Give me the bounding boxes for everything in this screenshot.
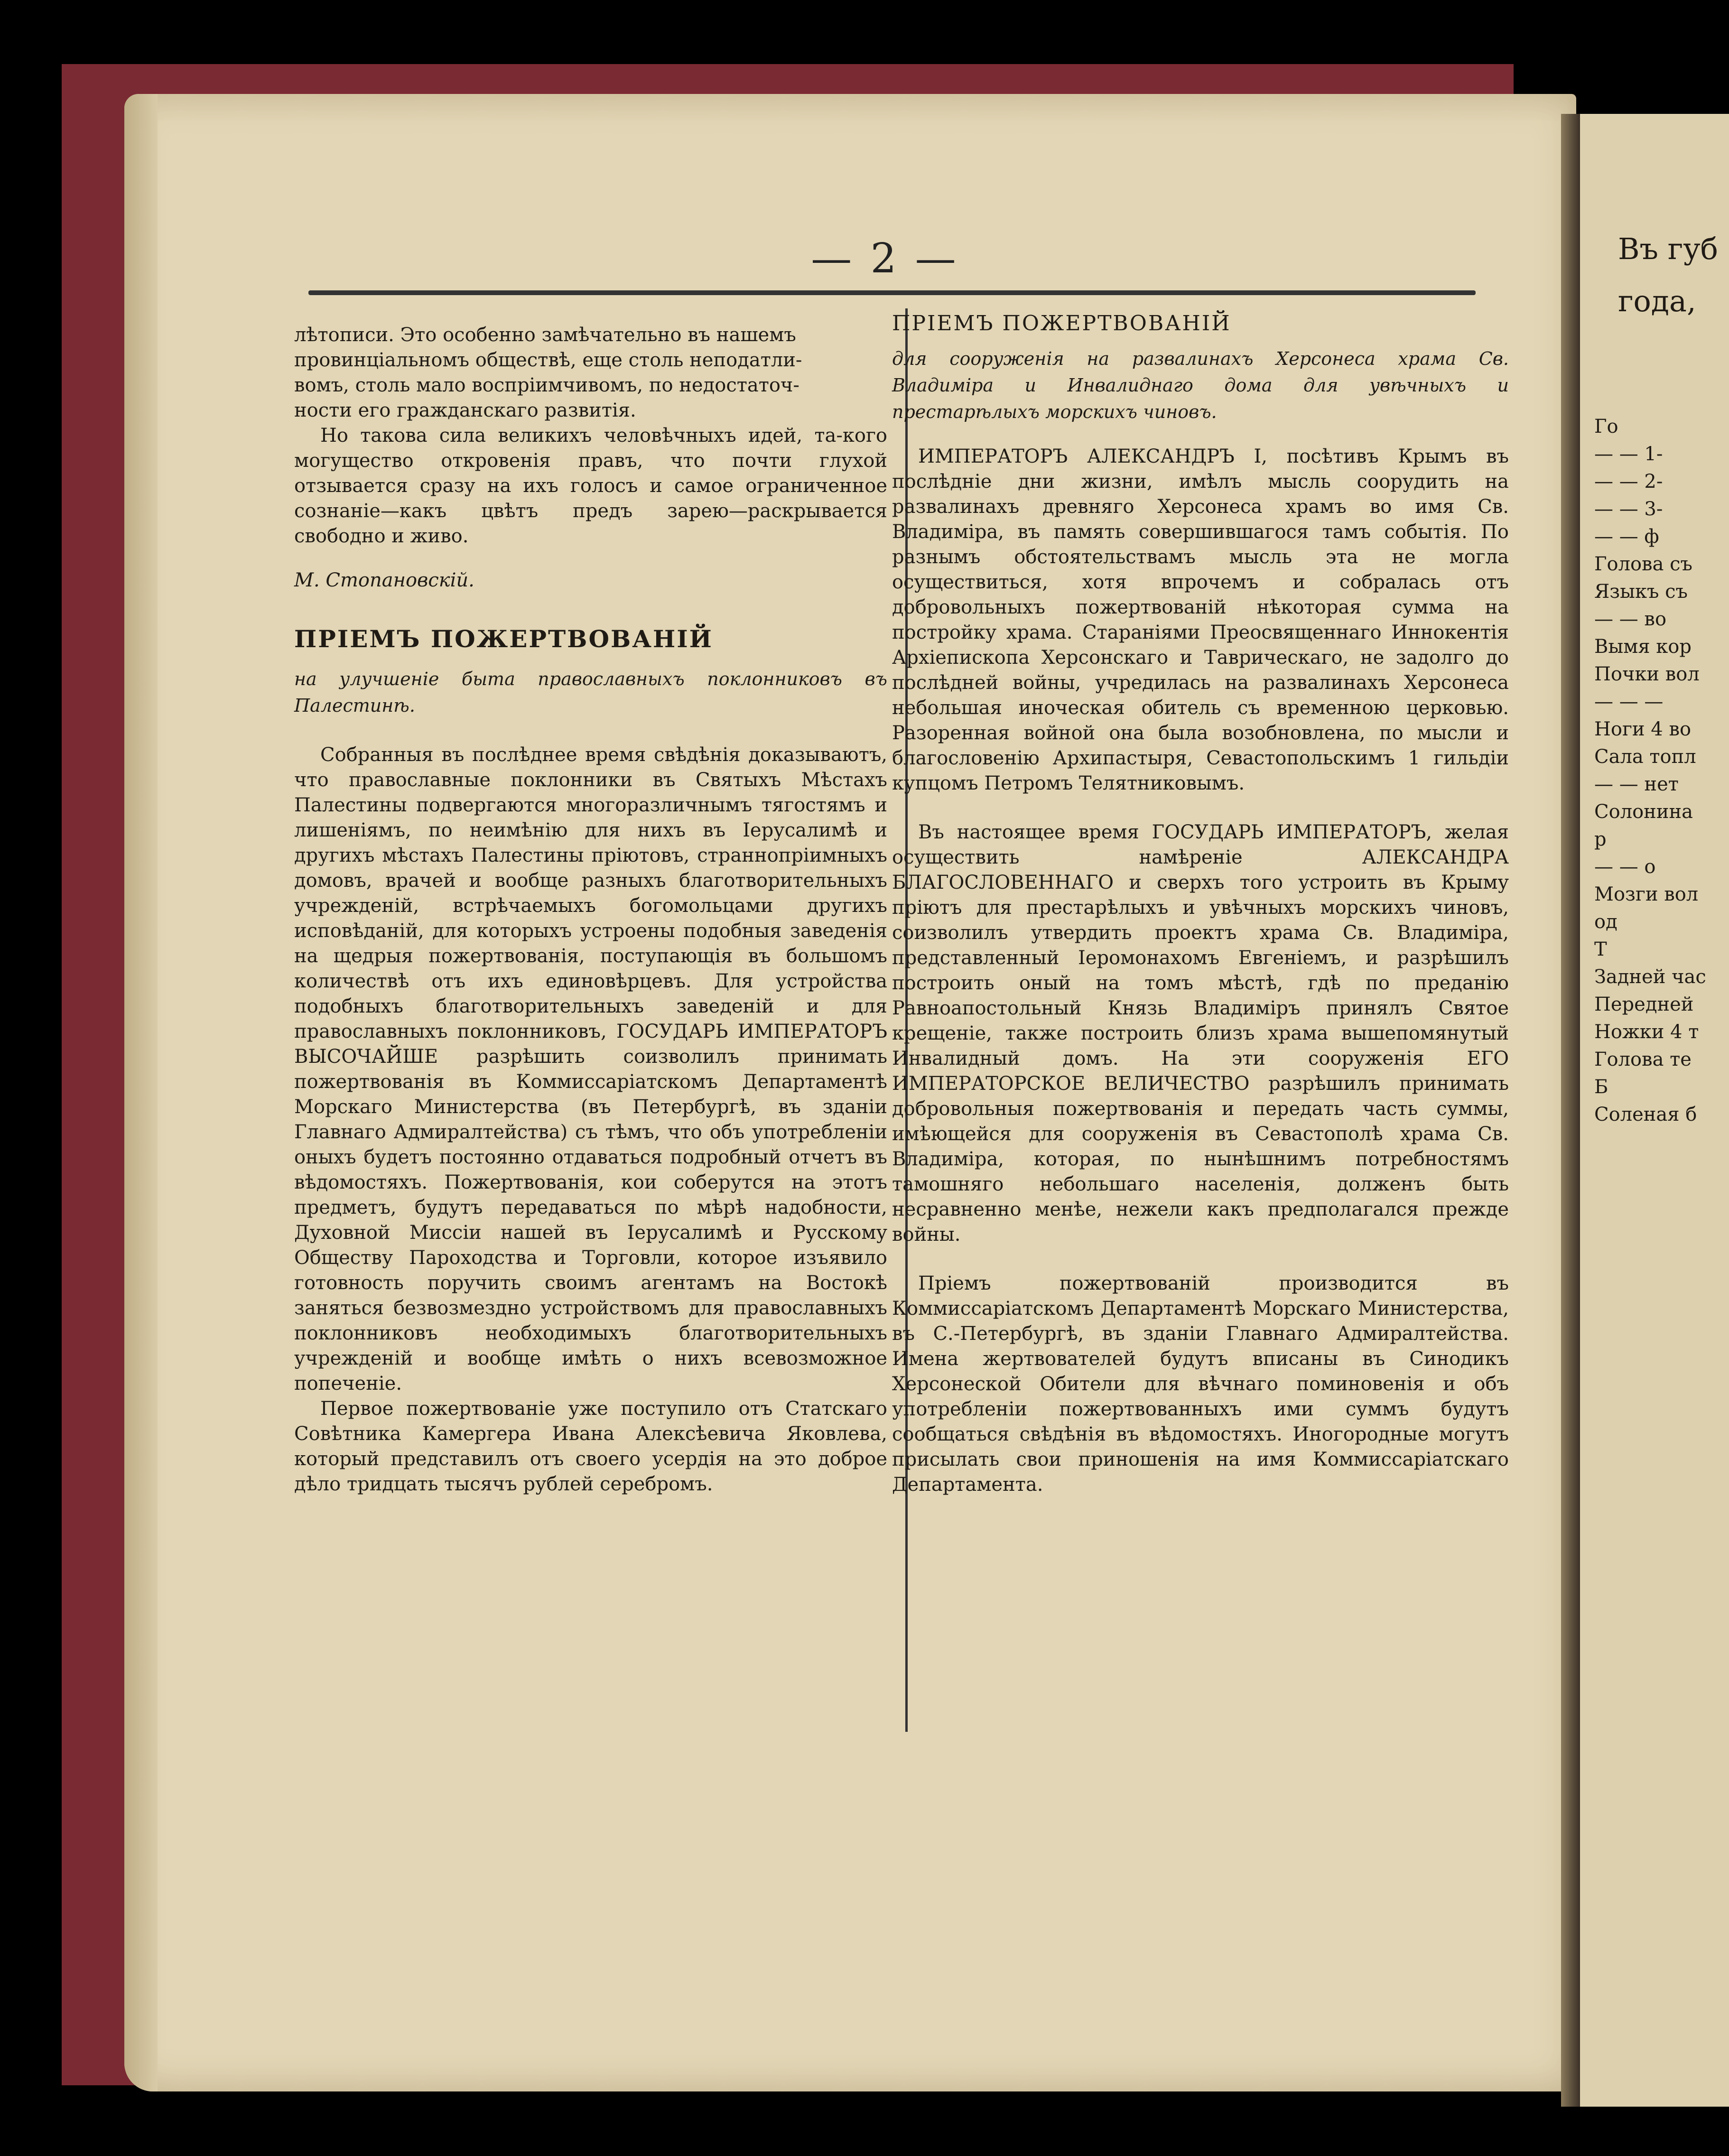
- right-page-line: — — —: [1594, 691, 1664, 713]
- paragraph-ideas: Но такова сила великихъ человѣчныхъ идей, та-кого могущество откровенія правъ, что почти глухой отзывается сразу на ихъ голосъ и самое ограниченное сознаніе—какъ цвѣтъ предъ зарею—раскрывается свободно и живо.: [294, 425, 887, 547]
- article-subheading-palestine: на улучшеніе быта православныхъ поклонниковъ въ Палестинѣ.: [294, 669, 887, 716]
- right-page-line: Голова съ: [1594, 553, 1692, 575]
- right-page-line: — — во: [1594, 608, 1667, 630]
- right-page-line: Почки вол: [1594, 663, 1700, 685]
- article-heading-chersonesus: ПРІЕМЪ ПОЖЕРТВОВАНІЙ: [892, 311, 1231, 335]
- article-body-palestine: Собранныя въ послѣднее время свѣдѣнія доказываютъ, что православные поклонники въ Святыхъ Мѣстахъ Палестины подвергаются многоразличнымъ тягостямъ и лишеніямъ, по неимѣнію для нихъ въ Іерусалимѣ и другихъ мѣстахъ Палестины пріютовъ, страннопріимныхъ домовъ, врачей и вообще разныхъ благотворительныхъ учрежденій, встрѣчаемыхъ богомольцами другихъ исповѣданій, для которыхъ устроены подобныя заведенія на щедрыя пожертвованія, поступающія въ большомъ количествѣ отъ ихъ единовѣрцевъ. Для устройства подобныхъ благотворительныхъ заведеній и для православныхъ поклонниковъ, ГОСУДАРЬ ИМПЕРАТОРЪ ВЫСОЧАЙШЕ разрѣшить соизволилъ принимать пожертвованія въ Коммиссаріатскомъ Департаментѣ Морскаго Министерства (въ Петербургѣ, въ зданіи Главнаго Адмиралтейства) съ тѣмъ, что объ употребленіи оныхъ будетъ постоянно отдаваться подробный отчетъ въ вѣдомостяхъ. Пожертвованія, кои соберутся на этотъ предметъ, будутъ передаваться по мѣрѣ надобности, Духовной Миссіи нашей въ Іерусалимѣ и Русскому Обществу Пароходства и Торговли, которое изъявило готовность поручить своимъ агентамъ на Востокѣ заняться безвозмездно устройствомъ для православныхъ поклонниковъ необходимыхъ благотворительныхъ учрежденій и вообще имѣть о нихъ всевозможное попеченіе.: [294, 744, 887, 1394]
- right-page-line: р: [1594, 828, 1607, 850]
- article-closing-palestine: Первое пожертвованіе уже поступило отъ Статскаго Совѣтника Камергера Ивана Алексѣевича Яковлева, который представилъ отъ своего усердія на это доброе дѣло тридцать тысячъ рублей серебромъ.: [294, 1398, 887, 1495]
- right-page-line: Ноги 4 во: [1594, 718, 1692, 740]
- right-page-line: Соленая б: [1594, 1104, 1697, 1125]
- signature: М. Стопановскій.: [294, 569, 474, 591]
- page-number: — 2 —: [811, 235, 959, 282]
- intro-line-4: ности его гражданскаго развитія.: [294, 400, 636, 421]
- right-column: [892, 311, 1509, 1497]
- right-page-line: Го: [1594, 416, 1618, 437]
- right-page-line: Т: [1594, 939, 1607, 960]
- right-page-line: — — о: [1594, 856, 1656, 878]
- right-page-line: Языкъ съ: [1594, 581, 1688, 603]
- article-para-2: Въ настоящее время ГОСУДАРЬ ИМПЕРАТОРЪ, желая осуществить намѣреніе АЛЕКСАНДРА БЛАГОСЛОВЕННАГО и сверхъ того устроить въ Крыму пріютъ для престарѣлыхъ и увѣчныхъ морскихъ чиновъ, соизволилъ утвердить проектъ храма Св. Владиміра, представленный Іеромонахомъ Евгеніемъ, и разрѣшилъ построить оный на томъ мѣстѣ, гдѣ по преданію Равноапостольный Князь Владиміръ принялъ Святое крещеніе, также построить близъ храма вышепомянутый Инвалидный домъ. На эти сооруженія ЕГО ИМПЕРАТОРСКОЕ ВЕЛИЧЕСТВО разрѣшилъ принимать добровольныя пожертвованія и передать часть суммы, имѣющейся для сооруженія въ Севастополѣ храма Св. Владиміра, которая, по нынѣшнимъ потребностямъ тамошняго небольшаго населенія, долженъ быть несравненно менѣе, нежели какъ предполагался прежде войны.: [892, 821, 1509, 1245]
- right-page-top-line-1: Въ губ: [1618, 232, 1719, 266]
- right-page-line: — — 3-: [1594, 498, 1663, 520]
- article-heading-palestine: ПРІЕМЪ ПОЖЕРТВОВАНІЙ: [294, 625, 713, 653]
- right-page-line: Мозги вол: [1594, 883, 1699, 905]
- article-subheading-chersonesus: для сооруженія на развалинахъ Херсонеса храма Св. Владиміра и Инвалиднаго дома для увѣчныхъ и престарѣлыхъ морскихъ чиновъ.: [892, 348, 1509, 422]
- right-page: [1580, 114, 1729, 2107]
- right-page-line: Сала топл: [1594, 746, 1696, 768]
- intro-line-1: лѣтописи. Это особенно замѣчательно въ нашемъ: [294, 324, 796, 346]
- right-page-line: Голова те: [1594, 1049, 1692, 1070]
- book-gutter: [1561, 114, 1580, 2107]
- page-edge: [124, 94, 158, 2091]
- right-page-line: Вымя кор: [1594, 636, 1692, 658]
- right-page-line: — — ф: [1594, 526, 1659, 548]
- right-page-line: од: [1594, 911, 1617, 933]
- right-page-line: Передней: [1594, 994, 1694, 1015]
- left-column: [294, 323, 887, 1497]
- header-rule: [308, 290, 1476, 295]
- right-page-line: Б: [1594, 1076, 1608, 1098]
- right-page-line: Ножки 4 т: [1594, 1021, 1699, 1043]
- article-para-3: Пріемъ пожертвованій производится въ Коммиссаріатскомъ Департаментѣ Морскаго Министерства, въ С.-Петербургѣ, въ зданіи Главнаго Адмиралтейства. Имена жертвователей будутъ вписаны въ Синодикъ Херсонеской Обители для вѣчнаго поминовенія и объ употребленіи пожертвованныхъ ими суммъ будутъ сообщаться свѣдѣнія въ вѣдомостяхъ. Иногородные могутъ присылать свои приношенія на имя Коммиссаріатскаго Департамента.: [892, 1273, 1509, 1496]
- right-page-line: Задней час: [1594, 966, 1706, 988]
- right-page-line: — — нет: [1594, 773, 1679, 795]
- intro-line-3: вомъ, столь мало воспріимчивомъ, по недостаточ-: [294, 374, 799, 396]
- right-page-line: — — 1-: [1594, 443, 1663, 465]
- intro-line-2: провинціальномъ обществѣ, еще столь неподатли-: [294, 349, 802, 371]
- right-page-line: — — 2-: [1594, 471, 1663, 493]
- right-page-line: Солонина: [1594, 801, 1693, 823]
- article-para-1: ИМПЕРАТОРЪ АЛЕКСАНДРЪ I, посѣтивъ Крымъ въ послѣдніе дни жизни, имѣлъ мысль соорудить на развалинахъ древняго Херсонеса храмъ во имя Св. Владиміра, въ память совершившагося тамъ событія. По разнымъ обстоятельствамъ мысль эта не могла осуществиться, хотя впрочемъ и собралась отъ добровольныхъ пожертвованій нѣкоторая сумма на постройку храма. Стараніями Преосвященнаго Иннокентія Архіепископа Херсонскаго и Таврическаго, не задолго до послѣдней войны, учредилась на развалинахъ Херсонеса небольшая иноческая обитель съ временною церковью. Разоренная войной она была возобновлена, по мысли и благословенію Архипастыря, Севастопольскимъ 1 гильдіи купцомъ Петромъ Телятниковымъ.: [892, 446, 1509, 794]
- right-page-top-line-2: года,: [1618, 284, 1696, 318]
- right-page-lines: [1580, 413, 1729, 1128]
